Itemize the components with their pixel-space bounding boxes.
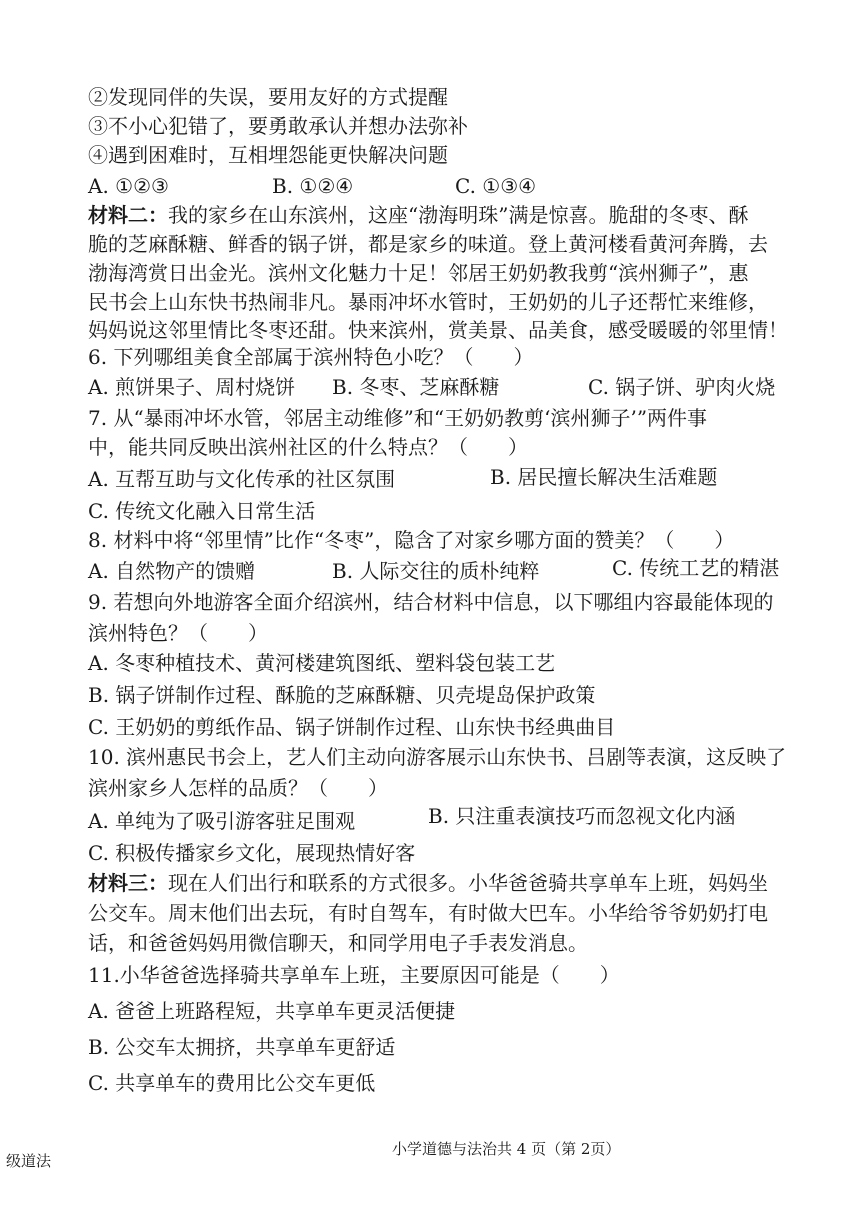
q11-option-c[interactable]: C. 共享单车的费用比公交车更低 bbox=[88, 1071, 376, 1095]
q6-option-a[interactable]: A. 煎饼果子、周村烧饼 bbox=[88, 375, 296, 399]
material-3-text: 现在人们出行和联系的方式很多。小华爸爸骑共享单车上班，妈妈坐 bbox=[168, 871, 768, 895]
q10-option-a[interactable]: A. 单纯为了吸引游客驻足围观 bbox=[88, 809, 356, 833]
q8-stem: 8. 材料中将“邻里情”比作“冬枣”，隐含了对家乡哪方面的赞美？（ ） bbox=[88, 528, 735, 552]
statement-4: ④遇到困难时，互相埋怨能更快解决问题 bbox=[88, 143, 448, 167]
material-3-line-1 bbox=[88, 868, 828, 898]
material-2-text: 我的家乡在山东滨州，这座“渤海明珠”满是惊喜。脆甜的冬枣、酥 bbox=[168, 203, 749, 227]
material-2-label: 材料二： bbox=[88, 203, 168, 227]
q9-option-b[interactable]: B. 锅子饼制作过程、酥脆的芝麻酥糖、贝壳堤岛保护政策 bbox=[88, 683, 596, 707]
material-2-line-4: 民书会上山东快书热闹非凡。暴雨冲坏水管时，王奶奶的儿子还帮忙来维修， bbox=[88, 290, 768, 314]
q11-stem: 11.小华爸爸选择骑共享单车上班，主要原因可能是（ ） bbox=[88, 963, 620, 987]
q8-option-c[interactable]: C. 传统工艺的精湛 bbox=[612, 556, 780, 580]
statement-2: ②发现同伴的失误，要用友好的方式提醒 bbox=[88, 85, 448, 109]
q7-stem-line-2: 中，能共同反映出滨州社区的什么特点？（ ） bbox=[88, 435, 528, 459]
material-3-line-3: 话，和爸爸妈妈用微信聊天，和同学用电子手表发消息。 bbox=[88, 931, 588, 955]
q6-option-c[interactable]: C. 锅子饼、驴肉火烧 bbox=[588, 375, 776, 399]
q7-option-a[interactable]: A. 互帮互助与文化传承的社区氛围 bbox=[88, 467, 396, 491]
q5-option-b[interactable]: B. ①②④ bbox=[272, 174, 354, 198]
material-3-line-2: 公交车。周末他们出去玩，有时自驾车，有时做大巴车。小华给爷爷奶奶打电 bbox=[88, 901, 768, 925]
q10-stem-line-1: 10. 滨州惠民书会上，艺人们主动向游客展示山东快书、吕剧等表演，这反映了 bbox=[88, 745, 787, 769]
q9-option-a[interactable]: A. 冬枣种植技术、黄河楼建筑图纸、塑料袋包装工艺 bbox=[88, 651, 556, 675]
page-footer: 小学道德与法治共 4 页（第 2页） bbox=[392, 1140, 621, 1158]
material-2-line-2: 脆的芝麻酥糖、鲜香的锅子饼，都是家乡的味道。登上黄河楼看黄河奔腾，去 bbox=[88, 232, 768, 256]
footer-left-label: 级道法 bbox=[6, 1152, 52, 1170]
statement-3: ③不小心犯错了，要勇敢承认并想办法弥补 bbox=[88, 114, 468, 138]
q8-option-a[interactable]: A. 自然物产的馈赠 bbox=[88, 559, 256, 583]
q10-option-b[interactable]: B. 只注重表演技巧而忽视文化内涵 bbox=[428, 804, 736, 828]
q10-option-c[interactable]: C. 积极传播家乡文化，展现热情好客 bbox=[88, 841, 416, 865]
q5-option-c[interactable]: C. ①③④ bbox=[455, 174, 537, 198]
material-2-line-5: 妈妈说这邻里情比冬枣还甜。快来滨州，赏美景、品美食，感受暖暖的邻里情！ bbox=[88, 318, 788, 342]
q11-option-b[interactable]: B. 公交车太拥挤，共享单车更舒适 bbox=[88, 1035, 396, 1059]
q6-option-b[interactable]: B. 冬枣、芝麻酥糖 bbox=[332, 375, 500, 399]
q10-stem-line-2: 滨州家乡人怎样的品质？（ ） bbox=[88, 776, 388, 800]
q7-option-b[interactable]: B. 居民擅长解决生活难题 bbox=[490, 465, 718, 489]
q6-stem: 6. 下列哪组美食全部属于滨州特色小吃？（ ） bbox=[88, 345, 534, 369]
material-2-line-1 bbox=[88, 200, 828, 230]
q7-stem-line-1: 7. 从“暴雨冲坏水管，邻居主动维修”和“王奶奶教剪‘滨州狮子’”两件事 bbox=[88, 406, 708, 430]
material-3-label: 材料三： bbox=[88, 871, 168, 895]
material-2-line-3: 渤海湾赏日出金光。滨州文化魅力十足！邻居王奶奶教我剪“滨州狮子”，惠 bbox=[88, 261, 749, 285]
q7-option-c[interactable]: C. 传统文化融入日常生活 bbox=[88, 499, 316, 523]
q9-stem-line-1: 9. 若想向外地游客全面介绍滨州，结合材料中信息，以下哪组内容最能体现的 bbox=[88, 590, 774, 614]
q11-option-a[interactable]: A. 爸爸上班路程短，共享单车更灵活便捷 bbox=[88, 999, 456, 1023]
q5-option-a[interactable]: A. ①②③ bbox=[88, 174, 169, 198]
q8-option-b[interactable]: B. 人际交往的质朴纯粹 bbox=[332, 559, 540, 583]
q9-option-c[interactable]: C. 王奶奶的剪纸作品、锅子饼制作过程、山东快书经典曲目 bbox=[88, 715, 616, 739]
q9-stem-line-2: 滨州特色？（ ） bbox=[88, 621, 268, 645]
